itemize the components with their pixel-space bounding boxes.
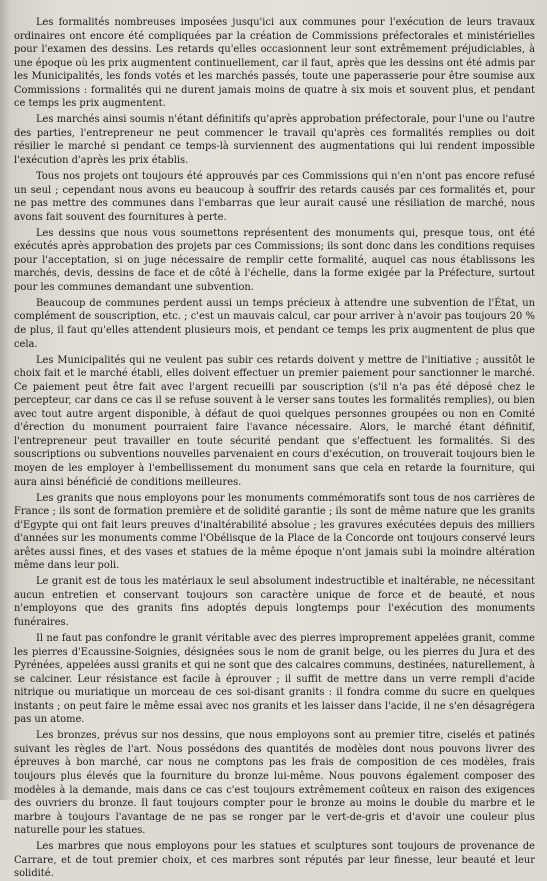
paragraph-formalites: Les formalités nombreuses imposées jusqu'ici aux communes pour l'exécution de leurs travaux ordinaires ont encore été compliquées par la création de Commissions préfectorales et ministérielles pour l'examen des dessins. Les retards qu'elles occasionnent leur sont extrêmement préjudiciables, à une époque où les prix augmentent continuellement, car il faut, après que les dessins ont été admis par les Municipalités, les fonds votés et les marchés passés, toute une paperasserie pour être soumise aux Commissions : formalités qui ne durent jamais moins de quatre à six mois et souvent plus, et pendant ce temps les prix augmentent. [14, 17, 535, 110]
page-shadow-edge [0, 0, 10, 800]
paragraph-granit-veritable: Il ne faut pas confondre le granit véritable avec des pierres improprement appelées granit, comme les pierres d'Ecaussine-Soignies, désignées sous le nom de granit belge, ou les pierres du Jura et des Pyrénées, appelées aussi granits et qui ne sont que des calcaires communs, destinées, naturellement, à se calciner. Leur résistance est facile à éprouver ; il suffit de mettre dans un verre rempli d'acide nitrique ou muriatique un morceau de ces soi-disant granits : il fondra comme du sucre en quelques instants ; on peut faire le même essai avec nos granits et les laisser dans l'acide, il ne s'en désagrégera pas un atome. [14, 633, 535, 726]
paragraph-bronzes: Les bronzes, prévus sur nos dessins, que nous employons sont au premier titre, ciselés et patinés suivant les règles de l'art. Nous possédons des quantités de modèles dont nous pouvons livrer des épreuves à bon marché, car nous ne comptons pas les frais de composition de ces modèles, frais toujours plus élevés que la fourniture du bronze lui-même. Nous pouvons également composer des modèles à la demande, mais dans ce cas c'est toujours extrêmement coûteux en raison des exigences des ouvriers du bronze. Il faut toujours compter pour le bronze au moins le double du marbre et le marbre à toujours l'avantage de ne pas se ronger par le vert-de-gris et d'avoir une couleur plus naturelle pour les statues. [14, 730, 535, 837]
paragraph-subvention: Beaucoup de communes perdent aussi un temps précieux à attendre une subvention de l'État, un complément de souscription, etc. ; c'est un mauvais calcul, car pour arriver à n'avoir pas toujours 20 % de plus, il faut qu'elles attendent plusieurs mois, et pendant ce temps les prix augmentent de plus que cela. [14, 297, 535, 350]
paragraph-marbres: Les marbres que nous employons pour les statues et sculptures sont toujours de provenance de Carrare, et de tout premier choix, et ces marbres sont réputés par leur finesse, leur beauté et leur solidité. [14, 841, 535, 880]
paragraph-granits-france: Les granits que nous employons pour les monuments commémoratifs sont tous de nos carrières de France ; ils sont de formation première et de solidité garantie ; ils sont de même nature que les granits d'Egypte qui ont fait leurs preuves d'inaltérabilité absolue ; les gravures exécutées depuis des milliers d'années sur les monuments comme l'Obélisque de la Place de la Concorde ont toujours conservé leurs arêtes aussi fines, et des vases et statues de la même époque n'ont jamais subi la moindre altération même dans leur poli. [14, 492, 535, 572]
paragraph-granit-indestructible: Le granit est de tous les matériaux le seul absolument indestructible et inaltérable, ne nécessitant aucun entretien et conservant toujours son caractère unique de force et de beauté, et nous n'employons que des granits fins adoptés depuis longtemps pour l'exécution des monuments funéraires. [14, 576, 535, 629]
paragraph-marches: Les marchés ainsi soumis n'étant définitifs qu'après approbation préfectorale, pour l'une ou l'autre des parties, l'entrepreneur ne peut commencer le travail qu'après ces formalités remplies ou doit résilier le marché si pendant ce temps-là surviennent des augmentations qui lui rendent impossible l'exécution d'après les prix établis. [14, 114, 535, 166]
paragraph-projets-approuves: Tous nos projets ont toujours été approuvés par ces Commissions qui n'en n'ont pas encore refusé un seul ; cependant nous avons eu beaucoup à souffrir des retards causés par ces formalités et, pour ne pas mettre des communes dans l'embarras que leur aurait causé une résiliation de marché, nous avons fait souvent des fournitures à perte. [14, 171, 535, 223]
paragraph-dessins: Les dessins que nous vous soumettons représentent des monuments qui, presque tous, ont été exécutés après approbation des projets par ces Commissions; ils sont donc dans les conditions requises pour l'acceptation, si on juge nécessaire de remplir cette formalité, auquel cas nous établissons les marchés, devis, dessins de face et de côté à l'échelle, dans la forme exigée par la Préfecture, surtout pour les communes demandant une subvention. [14, 227, 535, 293]
paragraph-municipalites: Les Municipalités qui ne veulent pas subir ces retards doivent y mettre de l'initiative ; aussitôt le choix fait et le marché établi, elles doivent effectuer un premier paiement pour sanctionner le marché. Ce paiement peut être fait avec l'argent recueilli par souscription (s'il n'a pas été déposé chez le percepteur, car dans ce cas il se refuse souvent à le verser sans toutes les formalités remplies), ou bien avec tout autre argent disponible, à défaut de quoi quelques personnes groupées ou non en Comité d'érection du monument pourraient faire l'avance nécessaire. Alors, le marché étant définitif, l'entrepreneur peut travailler en toute sécurité pendant que s'effectuent les formalités. Si des souscriptions ou subventions nouvelles parvenaient en cours d'exécution, on trouverait toujours bien le moyen de les employer à l'embellissement du monument sans que cela en retarde la fourniture, qui aura ainsi bénéficié de conditions meilleures. [14, 354, 535, 488]
